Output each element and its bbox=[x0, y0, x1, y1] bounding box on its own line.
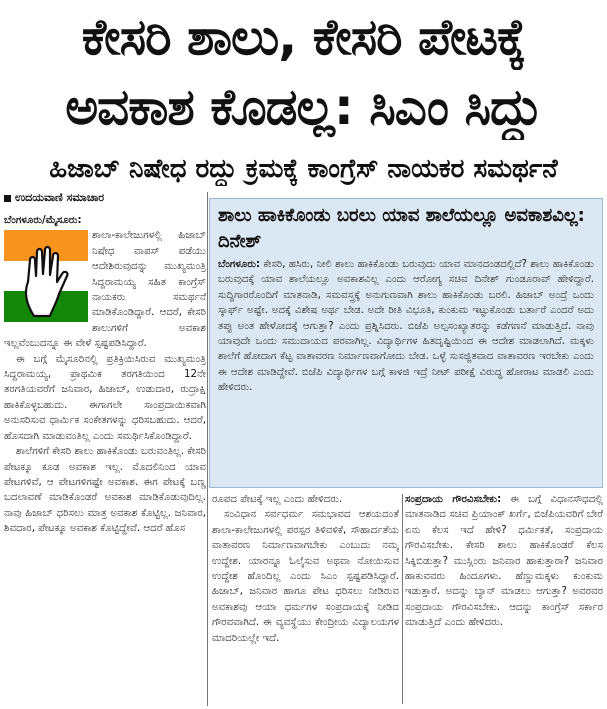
right-column-text: ಈ ಬಗ್ಗೆ ವಿಧಾನಸೌಧದಲ್ಲಿ ಮಾತನಾಡಿದ ಸಚಿವ ಪ್ರಿಯಾಂಕ್ ಖರ್ಗೆ, ಬಿಜೆಪಿಯವರಿಗೆ ಬೇರೆ ಏನು ಕೆಲಸ ಇದೆ ಹೇಳಿ? ಧರ್ಮಿಕತೆ, ಸಂಪ್ರದಾಯ ಗೌರವಿಸಬೇಕು. ಕೇಸರಿ ಶಾಲು ಹಾಕಿಕೊಂಡರೆ ಕೆಲಸ ಸಿಕ್ಕಿಬಿಡುತ್ತಾ? ಮುಸ್ಲಿಂರು ಜನಿವಾರ ಹಾಕುತ್ತಾರಾ? ಜನಿವಾರ ಹಾಕುವವರು ಹಿಂದೂಗಳು. ಹೆಣ್ಣುಮಕ್ಕಳು ಕುಂಕುಮ ಇಡುತ್ತಾರೆ. ಅದನ್ನು ಬ್ಯಾನ್ ಮಾಡಲು ಆಗುತ್ತಾ? ಅವರವರ ಸಂಪ್ರದಾಯ ಗೌರವಿಸಬೇಕು. ಆದನ್ನು ಕಾಂಗ್ರೆಸ್ ಸರ್ಕಾರ ಮಾಡುತ್ತಿದೆ ಎಂದು ಹೇಳಿದರು. bbox=[405, 494, 603, 629]
column-divider-left bbox=[207, 192, 208, 706]
middle-paragraph-1: ರೂಪದ ಪೇಟಕ್ಕೆ ಇಲ್ಲ ಎಂದು ಹೇಳಿದರು. bbox=[212, 494, 343, 505]
boxed-story-title: ಶಾಲು ಹಾಕಿಕೊಂಡು ಬರಲು ಯಾವ ಶಾಲೆಯಲ್ಲೂ ಅವಕಾಶವಿಲ್ಲ: ದಿನೇಶ್ bbox=[218, 205, 585, 252]
congress-hand-logo-icon bbox=[4, 230, 88, 322]
middle-column bbox=[212, 492, 399, 707]
subheadline: ಹಿಜಾಬ್ ನಿಷೇಧ ರದ್ದು ಕ್ರಮಕ್ಕೆ ಕಾಂಗ್ರೆಸ್ ನಾಯಕರ ಸಮರ್ಥನೆ bbox=[49, 154, 558, 184]
left-dateline: ಬೆಂಗಳೂರು/ಮೈಸೂರು: bbox=[4, 215, 82, 226]
headline-line-1: ಕೇಸರಿ ಶಾಲು, ಕೇಸರಿ ಪೇಟಕ್ಕೆ bbox=[81, 8, 526, 66]
boxed-story-dateline: ಬೆಂಗಳೂರು: bbox=[218, 259, 261, 270]
left-paragraph-3: ಶಾಲೆಗಳಿಗೆ ಕೇಸರಿ ಶಾಲು ಹಾಕಿಕೊಂಡು ಬರುವಂತಿಲ್ಲ. ಕೇಸರಿ ಪೇಟಕ್ಕೂ ಕೂಡ ಅವಕಾಶ ಇಲ್ಲ. ಮೊದಲಿನಿಂದ ಯಾವ ಪೇಟಗಳಿವೆ, ಆ ಪೇಟಗಳಿಗಷ್ಟೇ ಅವಕಾಶ. ಈಗ ಪೇಟಕ್ಕೆ ಬಣ್ಣ ಬದಲಾವಣೆ ಮಾಡಿಕೊಂಡರೆ ಅವಕಾಶ ಮಾಡಿಕೊಡುವುದಿಲ್ಲ. ನಾವು ಹಿಜಾಬ್ ಧರಿಸಲು ಮಾತ್ರ ಅವಕಾಶ ಕೊಟ್ಟಿಲ್ಲ. ಜನಿವಾರ, ಶಿವದಾರ, ಪೇಟಕ್ಕೂ ಅವಕಾಶ ಕೊಟ್ಟಿದ್ದೇವೆ. ಆದರೆ ಹೊಸ bbox=[4, 446, 206, 535]
right-column-lead: ಸಂಪ್ರದಾಯ ಗೌರವಿಸಬೇಕು: bbox=[405, 494, 502, 505]
right-paragraph bbox=[405, 492, 603, 631]
headline-line-2: ಅವಕಾಶ ಕೊಡಲ್ಲ: ಸಿಎಂ ಸಿದ್ದು bbox=[65, 78, 542, 136]
boxed-story-text: ಕೇಸರಿ, ಹಸಿರು, ನೀಲಿ ಶಾಲು ಹಾಕಿಕೊಂಡು ಬರುವುದು ಯಾವ ಮಾನದಂಡದಲ್ಲಿದೆ? ಶಾಲು ಹಾಕಿಕೊಂಡು ಬರುವುದಕ್ಕೆ ಯಾವ ಶಾಲೆಯಲ್ಲೂ ಅವಕಾಶವಿಲ್ಲ ಎಂದು ಆರೋಗ್ಯ ಸಚಿವ ದಿನೇಶ್ ಗುಂಡೂರಾವ್ ಹೇಳಿದ್ದಾರೆ. ಸುದ್ದಿಗಾರರೊಂದಿಗೆ ಮಾತನಾಡಿ, ಸಮವಸ್ತ್ರಕ್ಕೆ ಅನುಗುಣವಾಗಿ ಶಾಲು ಹಾಕಿಕೊಂಡು ಬರಲಿ. ಹಿಜಾಬ್ ಅಂದ್ರೆ ಒಂದು ಸ್ಕಾರ್ಫ್ ಅಷ್ಟೇ. ಅದಕ್ಕೆ ವಿಶೇಷ ಅರ್ಥ ಬೇಡ. ಅದೇ ರೀತಿ ವಿಭೂತಿ, ಕುಂಕುಮ ಇಟ್ಟುಕೊಂಡು ಬರ್ತಾರೆ ಎಂದರೆ ಅದು ತಪ್ಪು ಅಂತ ಹೇಳೋದಕ್ಕೆ ಆಗುತ್ತಾ? ಎಂದು ಪ್ರಶ್ನಿಸಿದರು. ಬಿಜೆಪಿ ಅಲ್ಪಸಂಖ್ಯಾತರನ್ನು ಕಡೆಗಣನೆ ಮಾಡುತ್ತಿದೆ. ನಾವು ಯಾವುದೇ ಒಂದು ಸಮುದಾಯದ ಪರವಾಗಿಲ್ಲ. ವಿದ್ಯಾರ್ಥಿಗಳ ಹಿತದೃಷ್ಟಿಯಿಂದ ಈ ಆದೇಶ ಮಾಡಲಾಗಿದೆ. ಮಕ್ಕಳು ಶಾಲೆಗೆ ಹೋದಾಗ ಕೆಟ್ಟ ವಾತಾವರಣ ನಿರ್ಮಾಣವಾಗೋದು ಬೇಡ. ಒಳ್ಳೆ ಸುಸಜ್ಜಿತವಾದ ವಾತಾವರಣ ಇರಬೇಕು ಎಂದು ಈ ಆದೇಶ ಮಾಡಿದ್ದೇವೆ. ಬಿಜೆಪಿ ವಿದ್ಯಾರ್ಥಿಗಳ ಬಗ್ಗೆ ಕಾಳಜಿ ಇದ್ರೆ ನೀಟ್ ಪರೀಕ್ಷೆ ವಿರುದ್ಧ ಹೋರಾಟ ಮಾಡಲಿ ಎಂದು ಹೇಳಿದರು. bbox=[218, 259, 594, 394]
byline-text: ಉದಯವಾಣಿ ಸಮಾಚಾರ bbox=[15, 191, 105, 204]
right-column bbox=[405, 492, 603, 707]
middle-paragraph-2: ಸಂವಿಧಾನ ಸರ್ವಧರ್ಮ ಸಮಭಾವದ ಆಶಯದಂತೆ ಶಾಲಾ-ಕಾಲೇಜುಗಳಲ್ಲಿ ಪರಸ್ಪರ ತಿಳಿವಳಿಕೆ, ಸೌಹಾರ್ದತೆಯ ವಾತಾವರಣ ನಿರ್ಮಾಣವಾಗಬೇಕು ಎಂಬುದು ನಮ್ಮ ಉದ್ದೇಶ. ಯಾರನ್ನೂ ಓಲೈಸುವ ಅಥವಾ ನೋಯಿಸುವ ಉದ್ದೇಶ ಹೊಂದಿಲ್ಲ ಎಂದು ಸಿಎಂ ಸ್ಪಷ್ಟಪಡಿಸಿದ್ದಾರೆ. ಹಿಜಾಬ್, ಜನಿವಾರ ಹಾಗೂ ಪೇಟ ಧರಿಸಲು ನೀಡಿರುವ ಅವಕಾಶವು ಆಯಾ ಧರ್ಮಗಳ ಸಂಪ್ರದಾಯಕ್ಕೆ ನೀಡಿದ ಗೌರವವಾಗಿದೆ. ಈ ವ್ಯವಸ್ಥೆಯು ಕೇಂದ್ರೀಯ ವಿದ್ಯಾಲಯಗಳ ಮಾದರಿಯಲ್ಲೇ ಇದೆ. bbox=[212, 509, 399, 644]
left-column-lead bbox=[4, 213, 206, 228]
left-paragraph-1: ಶಾಲಾ-ಕಾಲೇಜುಗಳಲ್ಲಿ ಹಿಜಾಬ್ ನಿಷೇಧ ವಾಪಸ್ ಪಡೆಯು ಆದೇಶಿರುವುದನ್ನು ಮುಖ್ಯಮಂತ್ರಿ ಸಿದ್ದರಾಮಯ್ಯ ಸಹಿತ ಕಾಂಗ್ರೆಸ್ ನಾಯಕರು ಸಮರ್ಥನೆ ಮಾಡಿಕೊಂಡಿದ್ದಾರೆ. ಆದರೆ, ಕೇಸರಿ ಶಾಲುಗಳಿಗೆ ಅವಕಾಶ ಇಲ್ಲವೆಂಬುದನ್ನೂ ಈ ವೇಳೆ ಸ್ಪಷ್ಟಪಡಿಸಿದ್ದಾರೆ. bbox=[4, 230, 206, 350]
column-divider-right bbox=[402, 494, 403, 704]
left-paragraph-2: ಈ ಬಗ್ಗೆ ಮೈಸೂರಿನಲ್ಲಿ ಪ್ರತಿಕ್ರಿಯಿಸಿರುವ ಮುಖ್ಯಮಂತ್ರಿ ಸಿದ್ದರಾಮಯ್ಯ, ಪ್ರಾಥಮಿಕ ತರಗತಿಯಿಂದ 12ನೇ ತರಗತಿಯವರೆಗೆ ಜನಿವಾರ, ಹಿಜಾಬ್, ಉಡುದಾರ, ರುದ್ರಾಕ್ಷಿ ಹಾಕಿಕೊಳ್ಳಬಹುದು. ಈಗಾಗಲೇ ಸಾಂಪ್ರದಾಯಿಕವಾಗಿ ಅನುಸರಿಸುವ ಧಾರ್ಮಿಕ ಸಂಕೇತಗಳನ್ನು ಧರಿಸಬಹುದು. ಆದರೆ, ಹೊಸದಾಗಿ ಮಾಡುವಂತಿಲ್ಲ ಎಂದು ಸಮರ್ಥಿಸಿಕೊಂಡಿದ್ದಾರೆ. bbox=[4, 353, 206, 442]
bullet-square-icon bbox=[4, 195, 11, 202]
boxed-story-paragraph bbox=[218, 257, 594, 396]
boxed-story-body bbox=[218, 257, 594, 396]
byline bbox=[4, 191, 206, 205]
left-column bbox=[4, 205, 206, 705]
boxed-story bbox=[209, 198, 603, 488]
